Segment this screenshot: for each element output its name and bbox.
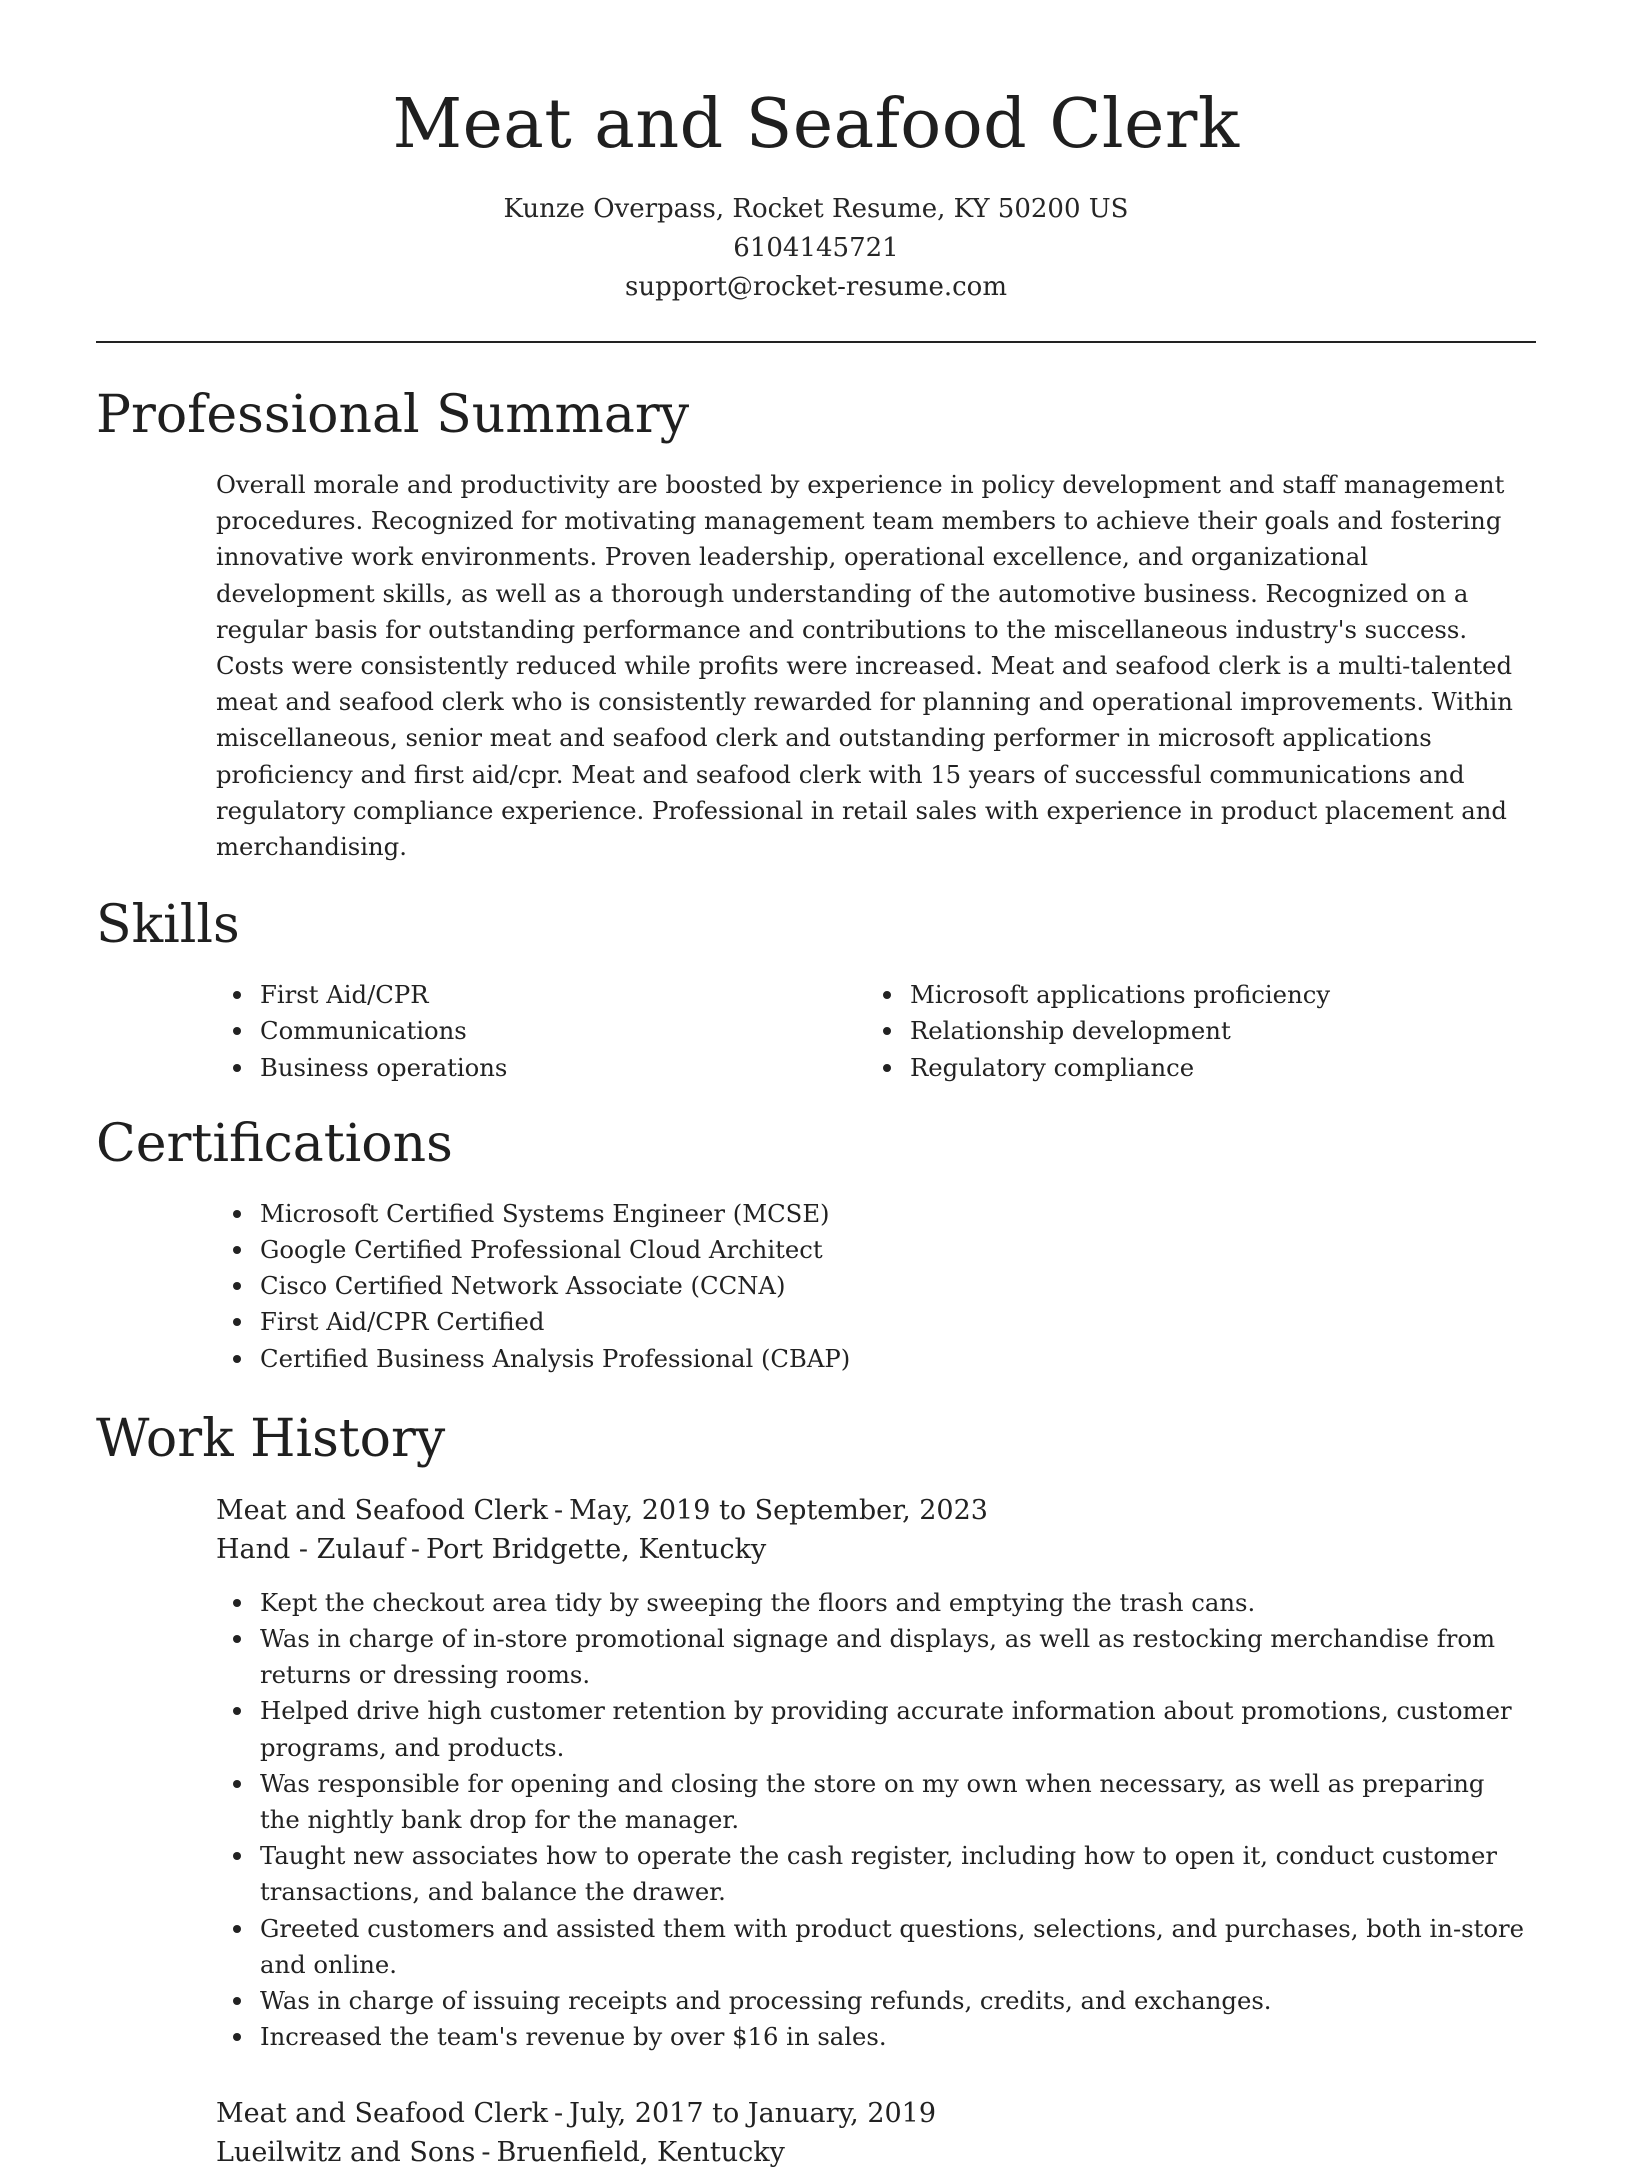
job-title: Meat and Seafood Clerk <box>216 1494 548 1526</box>
certification-item: First Aid/CPR Certified <box>260 1304 1536 1340</box>
job-title-line: Meat and Seafood Clerk - May, 2019 to September, 2023 <box>216 1494 988 1526</box>
skill-item: First Aid/CPR <box>260 977 866 1013</box>
header-divider <box>96 341 1536 343</box>
skills-list-left <box>216 977 866 1086</box>
job-dates: July, 2017 to January, 2019 <box>569 2097 937 2129</box>
job-duties-list <box>216 1585 1526 2056</box>
certification-item: Microsoft Certified Systems Engineer (MCSE) <box>260 1196 1536 1232</box>
skills-heading: Skills <box>96 895 240 956</box>
summary-section <box>96 383 1536 865</box>
contact-address: Kunze Overpass, Rocket Resume, KY 50200 US <box>503 194 1129 224</box>
skill-item: Microsoft applications proficiency <box>910 977 1516 1013</box>
skills-column-right <box>866 977 1516 1086</box>
summary-heading: Professional Summary <box>96 385 690 445</box>
resume-header <box>96 0 1536 307</box>
work-history-section <box>96 1407 1536 2172</box>
job-header <box>216 2094 1526 2172</box>
resume-page <box>96 0 1536 2172</box>
skills-grid <box>216 977 1536 1086</box>
job-entry <box>216 2094 1526 2172</box>
skill-item: Communications <box>260 1013 866 1049</box>
certifications-list <box>216 1196 1536 1377</box>
certification-item: Google Certified Professional Cloud Architect <box>260 1232 1536 1268</box>
work-history-heading: Work History <box>96 1408 446 1469</box>
certification-item: Cisco Certified Network Associate (CCNA) <box>260 1268 1536 1304</box>
certifications-section <box>96 1112 1536 1377</box>
job-header <box>216 1491 1526 1569</box>
skill-item: Business operations <box>260 1050 866 1086</box>
job-dates: May, 2019 to September, 2023 <box>569 1494 988 1526</box>
job-duty-item: Was in charge of issuing receipts and processing refunds, credits, and exchanges. <box>260 1983 1526 2019</box>
job-company-line: Lueilwitz and Sons - Bruenfield, Kentucky <box>216 2136 785 2168</box>
job-duty-item: Kept the checkout area tidy by sweeping the floors and emptying the trash cans. <box>260 1585 1526 1621</box>
job-title-line: Meat and Seafood Clerk - July, 2017 to January, 2019 <box>216 2097 937 2129</box>
job-duty-item: Greeted customers and assisted them with product questions, selections, and purchases, both in-store and online. <box>260 1911 1526 1983</box>
skills-list-right <box>866 977 1516 1086</box>
contact-phone: 6104145721 <box>733 233 899 263</box>
job-company: Lueilwitz and Sons <box>216 2136 476 2168</box>
skill-item: Regulatory compliance <box>910 1050 1516 1086</box>
contact-email: support@rocket-resume.com <box>624 272 1007 302</box>
certification-item: Certified Business Analysis Professional (CBAP) <box>260 1341 1536 1377</box>
job-title: Meat and Seafood Clerk <box>216 2097 548 2129</box>
summary-text: Overall morale and productivity are boosted by experience in policy development and staff management procedures. Recognized for motivating management team members to achieve their goals and fostering innovative work environments. Proven leadership, operational excellence, and organizational development skills, as well as a thorough understanding of the automotive business. Recognized on a regular basis for outstanding performance and contributions to the miscellaneous industry's success. Costs were consistently reduced while profits were increased. Meat and seafood clerk is a multi-talented meat and seafood clerk who is consistently rewarded for planning and operational improvements. Within miscellaneous, senior meat and seafood clerk and outstanding performer in microsoft applications proficiency and first aid/cpr. Meat and seafood clerk with 15 years of successful communications and regulatory compliance experience. Professional in retail sales with experience in product placement and merchandising. <box>216 470 1513 862</box>
candidate-title: Meat and Seafood Clerk <box>392 85 1240 164</box>
job-duty-item: Taught new associates how to operate the cash register, including how to open it, conduct customer transactions, and balance the drawer. <box>260 1838 1526 1910</box>
certifications-list-wrap <box>216 1196 1536 1377</box>
job-duties <box>216 1585 1526 2056</box>
job-duty-item: Was in charge of in-store promotional signage and displays, as well as restocking merchandise from returns or dressing rooms. <box>260 1621 1526 1693</box>
job-location: Bruenfield, Kentucky <box>496 2136 785 2168</box>
job-duty-item: Increased the team's revenue by over $16 in sales. <box>260 2019 1526 2055</box>
job-entry <box>216 1491 1526 2056</box>
skill-item: Relationship development <box>910 1013 1516 1049</box>
skills-column-left <box>216 977 866 1086</box>
contact-info <box>96 190 1536 307</box>
skills-section <box>96 893 1536 1086</box>
job-duty-item: Was responsible for opening and closing the store on my own when necessary, as well as preparing the nightly bank drop for the manager. <box>260 1766 1526 1838</box>
job-duty-item: Helped drive high customer retention by providing accurate information about promotions, customer programs, and products. <box>260 1693 1526 1765</box>
certifications-heading: Certifications <box>96 1113 453 1174</box>
job-company-line: Hand - Zulauf - Port Bridgette, Kentucky <box>216 1533 767 1565</box>
job-location: Port Bridgette, Kentucky <box>426 1533 767 1565</box>
job-company: Hand - Zulauf <box>216 1533 405 1565</box>
